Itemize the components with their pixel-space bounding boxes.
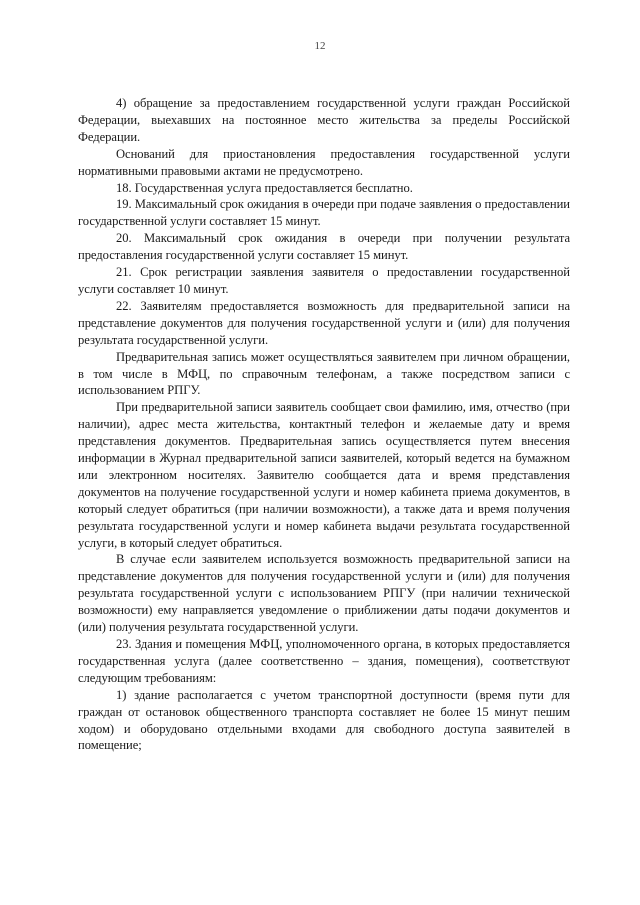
paragraph: Предварительная запись может осуществляться заявителем при личном обращении, в том числе в МФЦ, по справочным телефонам, а также посредством записи с использованием РПГУ. (78, 349, 570, 398)
paragraph: 1) здание располагается с учетом транспортной доступности (время пути для граждан от остановок общественного транспорта составляет не более 15 минут пешим ходом) и оборудовано отдельными входами для свободного доступа заявителей в помещение; (78, 687, 570, 753)
paragraph: При предварительной записи заявитель сообщает свои фамилию, имя, отчество (при наличии), адрес места жительства, контактный телефон и желаемые дату и время представления документов. Предварительная запись осуществляется путем внесения информации в Журнал предварительной записи заявителей, который ведется на бумажном или электронном носителях. Заявителю сообщается дата и время представления документов на получение государственной услуги и номер кабинета приема документов, в который следует обратиться (при наличии возможности), а также дата и время получения результата государственной услуги и номер кабинета выдачи результата государственной услуги, в который следует обратиться. (78, 400, 570, 550)
paragraph: 21. Срок регистрации заявления заявителя о предоставлении государственной услуги составляет 10 минут. (78, 265, 570, 296)
paragraph: 4) обращение за предоставлением государственной услуги граждан Российской Федерации, выехавших на постоянное место жительства за пределы Российской Федерации. (78, 96, 570, 144)
paragraph: 23. Здания и помещения МФЦ, уполномоченного органа, в которых предоставляется государственная услуга (далее соответственно – здания, помещения), соответствуют следующим требованиям: (78, 637, 570, 685)
paragraph: 18. Государственная услуга предоставляется бесплатно. (116, 180, 413, 195)
page-number: 12 (314, 40, 326, 52)
paragraph: 19. Максимальный срок ожидания в очереди при подаче заявления о предоставлении государственной услуги составляет 15 минут. (78, 197, 570, 229)
paragraph: В случае если заявителем используется возможность предварительной записи на представление документов для получения государственной услуги и (или) для получения результата государственной услуги с использованием РПГУ (при наличии технической возможности) ему направляется уведомление о приближении даты подачи документов и (или) получения результата государственной услуги. (78, 552, 570, 635)
paragraph: Оснований для приостановления предоставления государственной услуги нормативными правовыми актами не предусмотрено. (78, 146, 570, 178)
paragraph: 22. Заявителям предоставляется возможность для предварительной записи на представление документов для получения государственной услуги и (или) для получения результата государственной услуги. (78, 298, 570, 347)
paragraph: 20. Максимальный срок ожидания в очереди при получении результата предоставления государственной услуги составляет 15 минут. (78, 231, 570, 263)
document-body (78, 95, 570, 754)
